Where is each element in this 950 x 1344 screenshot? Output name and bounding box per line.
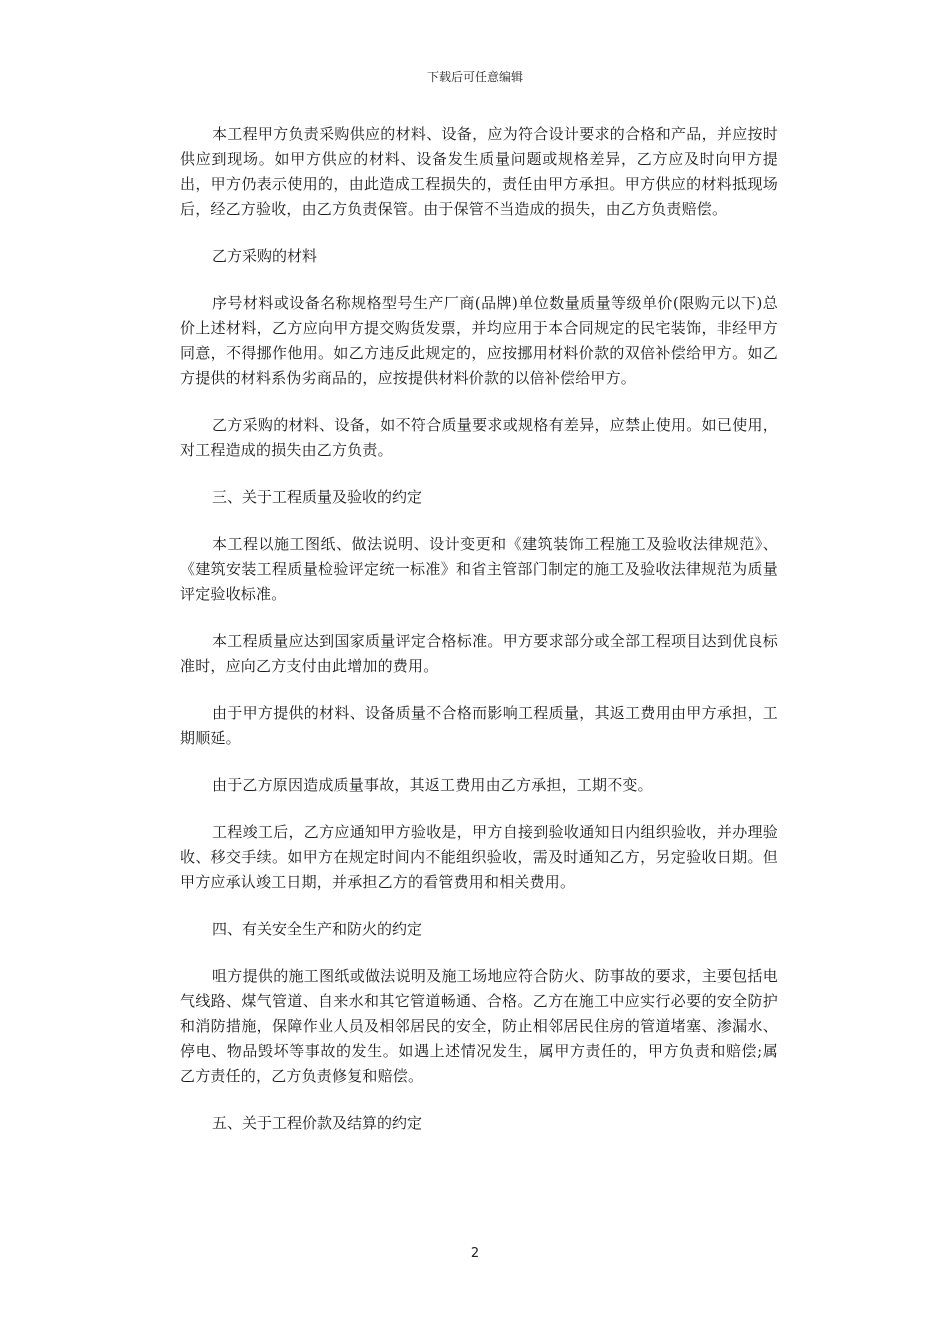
paragraph-material-list: 序号材料或设备名称规格型号生产厂商(品牌)单位数量质量等级单价(限购元以下)总价上述材料，乙方应向甲方提交购货发票，并均应用于本合同规定的民宅装饰，非经甲方同意，不得挪作他用。如乙方违反此规定的，应按挪用材料价款的双倍补偿给甲方。如乙方提供的材料系伪劣商品的，应按提供材料价款的以倍补偿给甲方。 bbox=[180, 294, 778, 387]
paragraph-quality-target: 本工程质量应达到国家质量评定合格标准。甲方要求部分或全部工程项目达到优良标准时，应向乙方支付由此增加的费用。 bbox=[180, 632, 778, 675]
paragraph-quality-standard: 本工程以施工图纸、做法说明、设计变更和《建筑装饰工程施工及验收法律规范》、《建筑安装工程质量检验评定统一标准》和省主管部门制定的施工及验收法律规范为质量评定验收标准。 bbox=[180, 535, 778, 603]
page-number: 2 bbox=[470, 1246, 480, 1261]
page-header-note: 下载后可任意编辑 bbox=[426, 70, 523, 84]
section-heading-safety: 四、有关安全生产和防火的约定 bbox=[212, 920, 423, 938]
document-body bbox=[180, 122, 778, 1158]
paragraph-party-b-rework: 由于乙方原因造成质量事故，其返工费用由乙方承担，工期不变。 bbox=[212, 776, 653, 794]
paragraph-party-b-quality: 乙方采购的材料、设备，如不符合质量要求或规格有差异，应禁止使用。如已使用，对工程造成的损失由乙方负责。 bbox=[180, 416, 778, 459]
paragraph-party-a-rework: 由于甲方提供的材料、设备质量不合格而影响工程质量，其返工费用由甲方承担，工期顺延。 bbox=[180, 704, 778, 747]
heading-party-b-materials: 乙方采购的材料 bbox=[212, 247, 318, 265]
paragraph-material-supply-party-a: 本工程甲方负责采购供应的材料、设备，应为符合设计要求的合格和产品，并应按时供应到现场。如甲方供应的材料、设备发生质量问题或规格差异，乙方应及时向甲方提出，甲方仍表示使用的，由此造成工程损失的，责任由甲方承担。甲方供应的材料抵现场后，经乙方验收，由乙方负责保管。由于保管不当造成的损失，由乙方负责赔偿。 bbox=[180, 125, 778, 218]
paragraph-safety: 咀方提供的施工图纸或做法说明及施工场地应符合防火、防事故的要求，主要包括电气线路、煤气管道、自来水和其它管道畅通、合格。乙方在施工中应实行必要的安全防护和消防措施，保障作业人员及相邻居民的安全，防止相邻居民住房的管道堵塞、渗漏水、停电、物品毁坏等事故的发生。如遇上述情况发生，属甲方责任的，甲方负责和赔偿;属乙方责任的，乙方负责修复和赔偿。 bbox=[180, 967, 778, 1085]
section-heading-quality: 三、关于工程质量及验收的约定 bbox=[212, 488, 423, 506]
paragraph-acceptance: 工程竣工后，乙方应通知甲方验收是，甲方自接到验收通知日内组织验收，并办理验收、移交手续。如甲方在规定时间内不能组织验收，需及时通知乙方，另定验收日期。但甲方应承认竣工日期，并承担乙方的看管费用和相关费用。 bbox=[180, 823, 778, 891]
section-heading-payment: 五、关于工程价款及结算的约定 bbox=[212, 1114, 423, 1132]
